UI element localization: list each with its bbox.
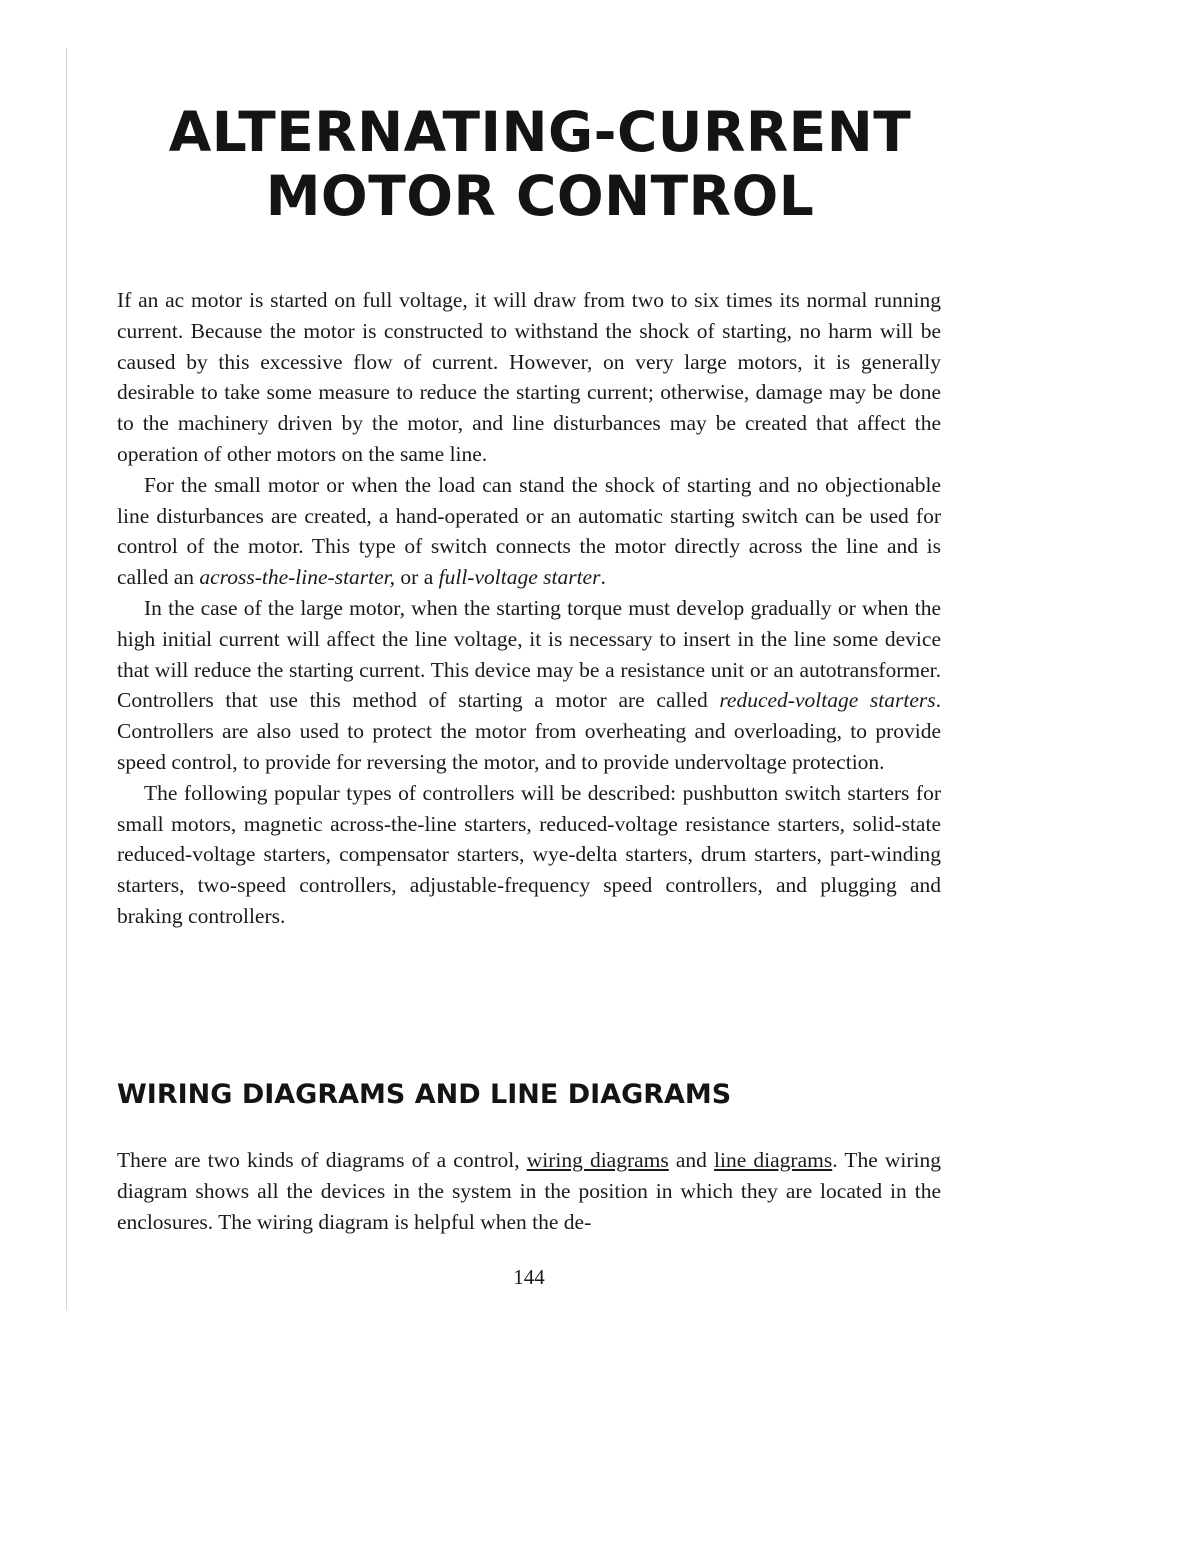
chapter-title — [100, 100, 980, 228]
term-across-the-line-starter: across-the-line-starter, — [199, 565, 396, 590]
paragraph-2 — [117, 470, 941, 593]
section-paragraph-text-b: and — [668, 1148, 715, 1172]
section-paragraph-text-c: . The wiring diagram shows all the devices in the system in the position in which they are located in the enclosures. The wiring diagram is helpful when the de- — [117, 1148, 941, 1234]
chapter-title-line-1: ALTERNATING-CURRENT — [168, 100, 912, 164]
paragraph-2-text-c: . — [600, 565, 606, 590]
chapter-title-line-2: MOTOR CONTROL — [265, 164, 815, 228]
paragraph-1: If an ac motor is started on full voltage, it will draw from two to six times its normal running current. Because the motor is constructed to withstand the shock of starting, no harm will be caused by this excessive flow of current. However, on very large motors, it is generally desirable to take some measure to reduce the starting current; otherwise, damage may be done to the machinery driven by the motor, and line disturbances may be created that affect the operation of other motors on the same line. — [117, 288, 941, 466]
section-paragraph-1 — [117, 1145, 941, 1237]
section-paragraph-text-a: There are two kinds of diagrams of a control, — [117, 1148, 527, 1172]
paragraph-3-text-a: In the case of the large motor, when the starting torque must develop gradually or when the high initial current will affect the line voltage, it is necessary to insert in the line some device that will reduce the starting current. This device may be a resistance unit or an autotransformer. Controllers that use this method of starting a motor are called — [117, 595, 941, 713]
paragraph-4: The following popular types of controllers will be described: pushbutton switch starters for small motors, magnetic across-the-line starters, reduced-voltage resistance starters, solid-state reduced-voltage starters, compensator starters, wye-delta starters, drum starters, part-winding starters, two-speed controllers, adjustable-frequency speed controllers, and plugging and braking controllers. — [117, 780, 941, 928]
term-full-voltage-starter: full-voltage starter — [438, 565, 601, 590]
term-reduced-voltage-starters: reduced-voltage starters — [719, 688, 936, 713]
term-line-diagrams: line diagrams — [714, 1148, 833, 1172]
paragraph-2-text-b: or a — [395, 565, 439, 590]
paragraph-3-text-b: . Controllers are also used to protect the motor from overheating and overloading, to provide speed control, to provide for reversing the motor, and to provide undervoltage protection. — [117, 688, 941, 774]
section-heading: WIRING DIAGRAMS AND LINE DIAGRAMS — [117, 1079, 732, 1110]
page-edge-line — [66, 48, 67, 1310]
paragraph-2-text-a: For the small motor or when the load can stand the shock of starting and no objectionable line disturbances are created, a hand-operated or an automatic starting switch can be used for control of the motor. This type of switch connects the motor directly across the line and is called an — [117, 472, 941, 590]
section-body — [117, 1145, 941, 1237]
paragraph-3 — [117, 593, 941, 778]
intro-body — [117, 285, 941, 932]
page-number: 144 — [513, 1265, 545, 1289]
term-wiring-diagrams: wiring diagrams — [526, 1148, 669, 1172]
